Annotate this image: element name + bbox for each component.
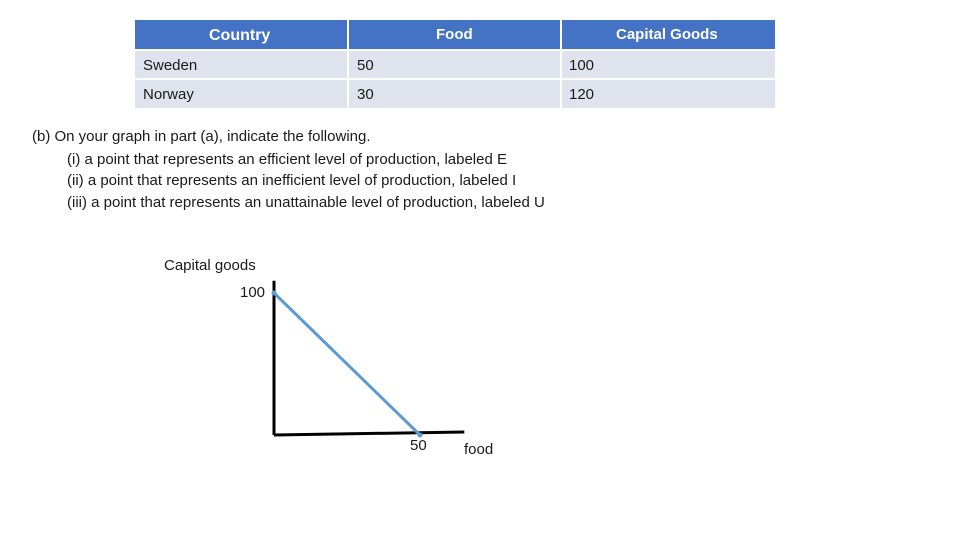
- x-axis: [274, 432, 464, 435]
- x-axis-label: food: [464, 441, 494, 458]
- table-cell: 120: [569, 86, 595, 103]
- table-cell: Norway: [143, 86, 194, 103]
- y-axis-label: Capital goods: [164, 257, 256, 274]
- x-tick-label: 50: [410, 437, 427, 454]
- question-item-ii: (ii) a point that represents an inefficient level of production, labeled I: [67, 172, 517, 189]
- header-country-label: Country: [209, 27, 271, 44]
- question-item-i: (i) a point that represents an efficient level of production, labeled E: [67, 151, 507, 168]
- question-intro: (b) On your graph in part (a), indicate the following.: [32, 128, 371, 145]
- x-intercept-point: [418, 433, 423, 438]
- table-cell: 100: [569, 57, 595, 74]
- table-cell: Sweden: [143, 57, 198, 74]
- table-cell: 30: [357, 86, 374, 103]
- y-tick-label: 100: [240, 284, 266, 301]
- header-capital-goods-label: Capital Goods: [616, 26, 718, 43]
- ppf-line: [274, 293, 420, 435]
- question-item-iii: (iii) a point that represents an unattainable level of production, labeled U: [67, 194, 545, 211]
- y-intercept-point: [272, 291, 277, 296]
- header-food-label: Food: [436, 26, 473, 43]
- table-cell: 50: [357, 57, 374, 74]
